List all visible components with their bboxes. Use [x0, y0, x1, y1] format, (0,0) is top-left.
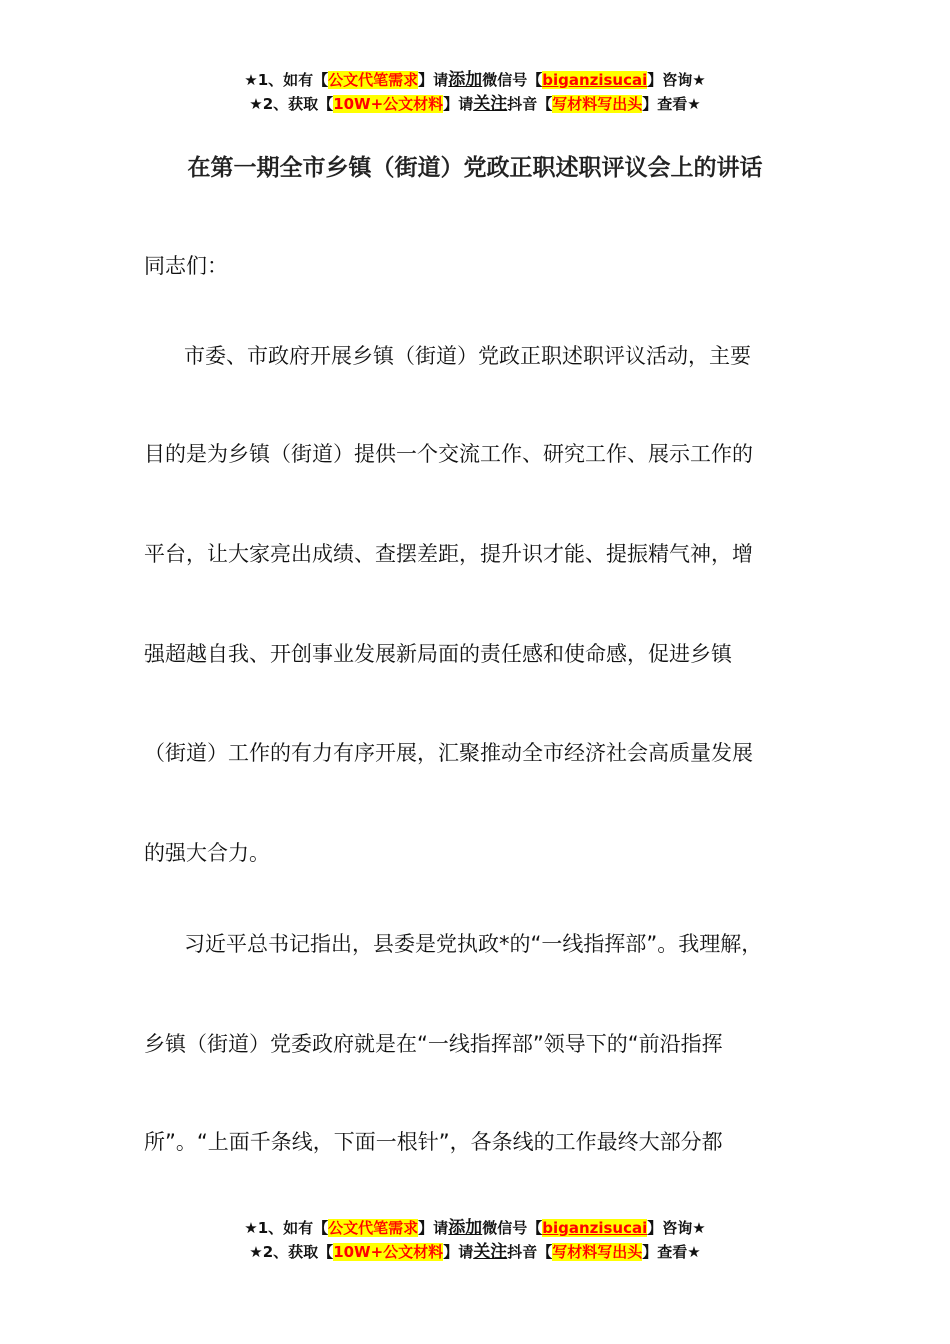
paragraph-line: 乡镇（街道）党委政府就是在“一线指挥部”领导下的“前沿指挥	[144, 1032, 723, 1056]
banner-text: ★1、如有【	[244, 1219, 329, 1237]
banner-text: ★1、如有【	[244, 71, 329, 89]
banner-highlight-account: 写材料写出头	[552, 1243, 643, 1261]
bottom-banner	[0, 1216, 950, 1264]
banner-highlight-account: 写材料写出头	[552, 95, 643, 113]
banner-text: ★2、获取【	[249, 95, 334, 113]
banner-text: 】请	[443, 95, 474, 113]
banner-line-2	[0, 1240, 950, 1264]
banner-text: ★2、获取【	[249, 1243, 334, 1261]
paragraph-line: 强超越自我、开创事业发展新局面的责任感和使命感，促进乡镇	[144, 642, 732, 666]
banner-line-1	[0, 68, 950, 92]
banner-emphasis-follow: 关注	[473, 94, 508, 114]
banner-text: 】请	[418, 1219, 449, 1237]
banner-highlight-wechat-id: biganzisucai	[542, 1219, 648, 1237]
paragraph-line: 市委、市政府开展乡镇（街道）党政正职述职评议活动，主要	[184, 344, 751, 368]
document-title: 在第一期全市乡镇（街道）党政正职述职评议会上的讲话	[187, 155, 763, 181]
banner-text: 】查看★	[642, 95, 701, 113]
banner-highlight-service: 公文代笔需求	[328, 71, 419, 89]
banner-text: 】查看★	[642, 1243, 701, 1261]
salutation: 同志们：	[144, 254, 228, 278]
banner-line-1	[0, 1216, 950, 1240]
banner-emphasis-follow: 关注	[473, 1242, 508, 1262]
banner-text: 抖音【	[507, 1243, 553, 1261]
banner-emphasis-add: 添加	[448, 1218, 483, 1238]
paragraph-line: 习近平总书记指出，县委是党执政*的“一线指挥部”。我理解，	[184, 932, 763, 956]
banner-text: 】请	[418, 71, 449, 89]
paragraph-line: （街道）工作的有力有序开展，汇聚推动全市经济社会高质量发展	[144, 741, 753, 765]
banner-emphasis-add: 添加	[448, 70, 483, 90]
paragraph-line: 平台，让大家亮出成绩、查摆差距，提升识才能、提振精气神，增	[144, 542, 753, 566]
paragraph-line: 的强大合力。	[144, 841, 270, 865]
paragraph-line: 所”。“上面千条线，下面一根针”，各条线的工作最终大部分都	[144, 1130, 723, 1154]
paragraph-line: 目的是为乡镇（街道）提供一个交流工作、研究工作、展示工作的	[144, 442, 753, 466]
banner-line-2	[0, 92, 950, 116]
banner-text: 】咨询★	[647, 71, 706, 89]
banner-text: 】请	[443, 1243, 474, 1261]
banner-text: 微信号【	[482, 71, 543, 89]
banner-highlight-wechat-id: biganzisucai	[542, 71, 648, 89]
banner-text: 微信号【	[482, 1219, 543, 1237]
banner-text: 抖音【	[507, 95, 553, 113]
banner-highlight-service: 公文代笔需求	[328, 1219, 419, 1237]
banner-highlight-materials: 10W+公文材料	[333, 1243, 444, 1261]
banner-text: 】咨询★	[647, 1219, 706, 1237]
top-banner	[0, 68, 950, 116]
banner-highlight-materials: 10W+公文材料	[333, 95, 444, 113]
